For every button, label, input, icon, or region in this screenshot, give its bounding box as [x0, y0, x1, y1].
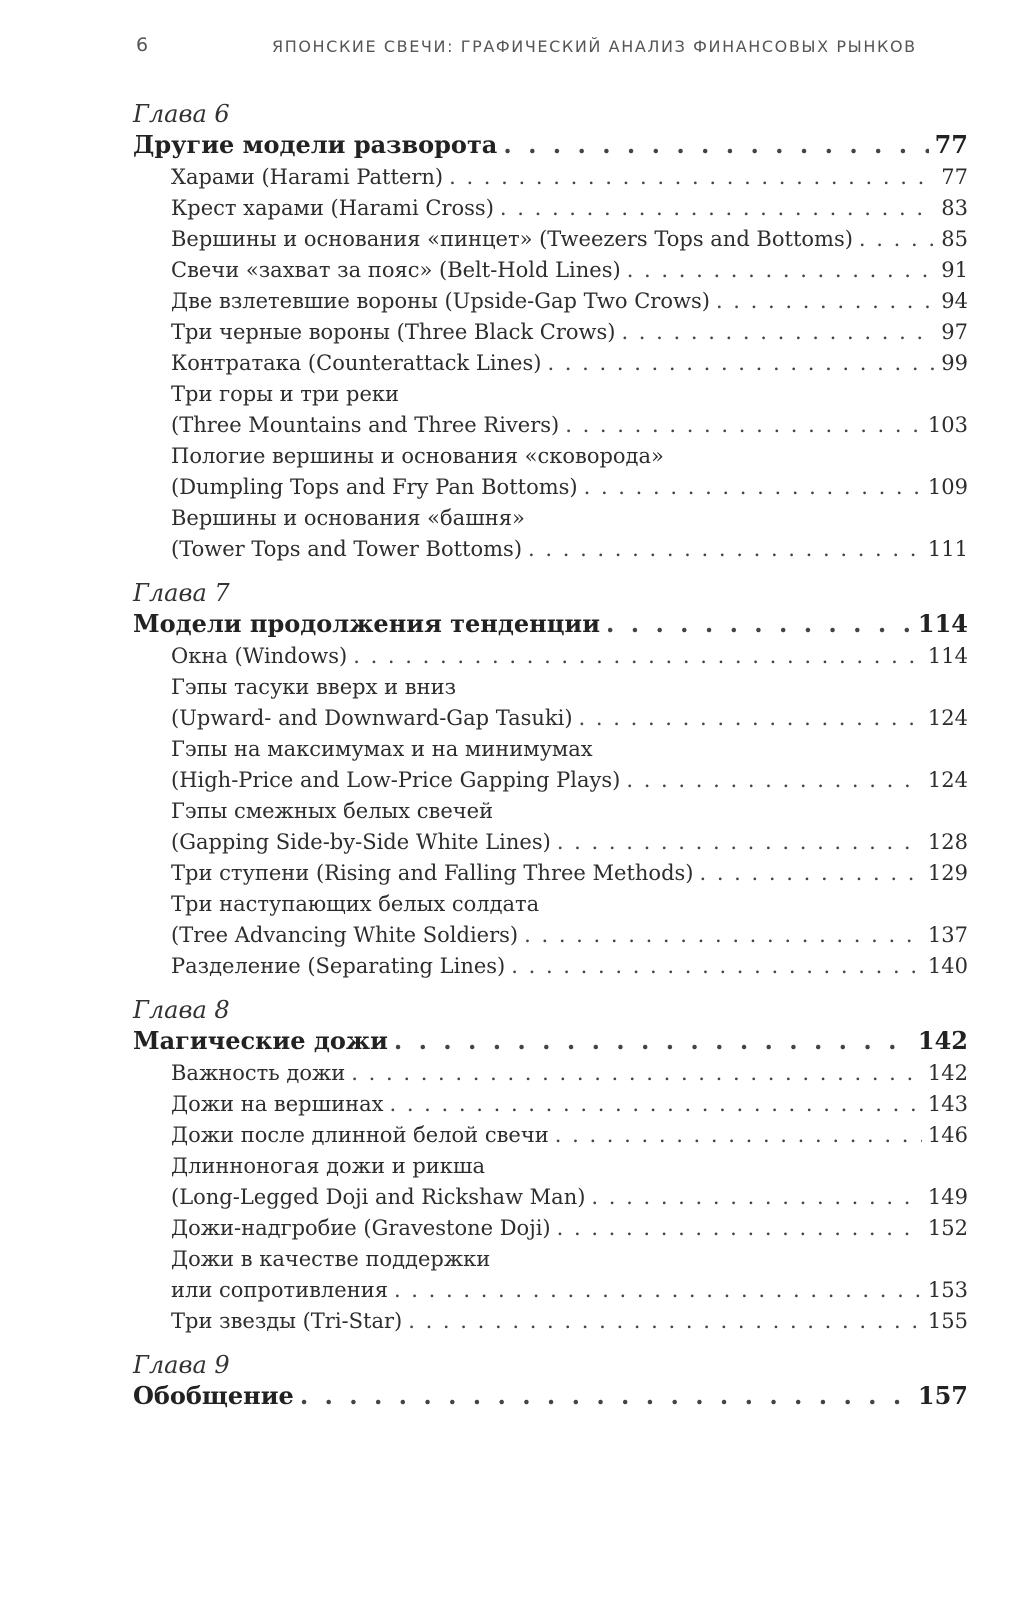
dot-leader [621, 317, 935, 348]
chapter-title: Магические дожи [133, 1026, 388, 1055]
dot-leader [859, 224, 935, 255]
toc-entry-text: Вершины и основания «пинцет» (Tweezers Tops and Bottoms) [171, 227, 853, 251]
toc-entry [133, 255, 968, 286]
toc-entry-line [133, 162, 968, 193]
dot-leader [555, 1120, 922, 1151]
toc-entry [133, 858, 968, 889]
toc-entry-line-wrap [133, 379, 968, 410]
toc-entry-line [133, 703, 968, 734]
toc-entry-page-number: 77 [941, 165, 968, 189]
dot-leader [511, 951, 922, 982]
toc-entry [133, 317, 968, 348]
toc-entry-line [133, 1058, 968, 1089]
chapter-section [133, 579, 968, 982]
toc-entry-line [133, 920, 968, 951]
dot-leader [528, 534, 922, 565]
chapter-title-line [133, 1379, 968, 1413]
toc-entry-line-wrap [133, 672, 968, 703]
dot-leader [449, 162, 935, 193]
chapter-title-line [133, 128, 968, 162]
toc-entry-line-wrap [133, 1151, 968, 1182]
toc-entry-text: Дожи после длинной белой свечи [171, 1123, 549, 1147]
toc-entry-text: (Tree Advancing White Soldiers) [171, 923, 519, 947]
toc-entry-line-wrap [133, 734, 968, 765]
toc-entry-line [133, 534, 968, 565]
toc-entry [133, 224, 968, 255]
toc-entry-line [133, 1120, 968, 1151]
toc-entry-line [133, 410, 968, 441]
chapter-section [133, 996, 968, 1337]
toc-entry-text: Гэпы смежных белых свечей [171, 799, 494, 823]
toc-entry-page-number: 146 [927, 1123, 968, 1147]
toc-entry-page-number: 91 [941, 258, 968, 282]
toc-entry [133, 1213, 968, 1244]
toc-entry [133, 641, 968, 672]
dot-leader [351, 1058, 922, 1089]
toc-entry [133, 889, 968, 951]
toc-entry-text: Дожи-надгробие (Gravestone Doji) [171, 1216, 551, 1240]
dot-leader [389, 1089, 921, 1120]
toc-entry [133, 162, 968, 193]
toc-entry-page-number: 153 [927, 1278, 968, 1302]
toc-entry-page-number: 83 [941, 196, 968, 220]
toc-entry-text: Контратака (Counterattack Lines) [171, 351, 542, 375]
toc-entry-text: или сопротивления [171, 1278, 388, 1302]
toc-entry-text: Дожи на вершинах [171, 1092, 384, 1116]
toc-entry-text: (High-Price and Low-Price Gapping Plays) [171, 768, 621, 792]
toc-entry-page-number: 129 [927, 861, 968, 885]
chapter-label: Глава 6 [133, 100, 230, 128]
toc-entry-line [133, 286, 968, 317]
toc-entry [133, 734, 968, 796]
toc-entry-line [133, 255, 968, 286]
running-title: ЯПОНСКИЕ СВЕЧИ: ГРАФИЧЕСКИЙ АНАЛИЗ ФИНАНСОВЫХ РЫНКОВ [272, 37, 917, 56]
dot-leader [300, 1379, 912, 1413]
chapter-section [133, 1351, 968, 1413]
dot-leader [503, 128, 928, 162]
toc-entry-line [133, 348, 968, 379]
toc-entry-line [133, 193, 968, 224]
toc-entry-text: Длинноногая дожи и рикша [171, 1154, 485, 1178]
toc-entry-line [133, 858, 968, 889]
toc-entry-line [133, 317, 968, 348]
toc-entry-line [133, 1213, 968, 1244]
toc-entry-page-number: 128 [927, 830, 968, 854]
toc-entry-page-number: 99 [941, 351, 968, 375]
chapter-title-line [133, 1024, 968, 1058]
dot-leader [557, 827, 922, 858]
toc-entry-text: Три наступающих белых солдата [171, 892, 540, 916]
toc-entry [133, 441, 968, 503]
toc-entry-page-number: 152 [927, 1216, 968, 1240]
toc-entry-page-number: 97 [941, 320, 968, 344]
dot-leader [500, 193, 935, 224]
toc-entry-page-number: 143 [927, 1092, 968, 1116]
chapter-section [133, 100, 968, 565]
toc-entry-page-number: 109 [927, 475, 968, 499]
chapter-label: Глава 7 [133, 579, 230, 607]
toc-entry-text: Три черные вороны (Three Black Crows) [171, 320, 616, 344]
toc-entry-page-number: 142 [927, 1061, 968, 1085]
toc-entry-page-number: 124 [927, 768, 968, 792]
toc-entry-text: Важность дожи [171, 1061, 346, 1085]
chapter-page-number: 142 [917, 1026, 968, 1055]
chapter-title: Модели продолжения тенденции [133, 609, 601, 638]
dot-leader [353, 641, 922, 672]
toc-entry-line [133, 1089, 968, 1120]
dot-leader [565, 410, 922, 441]
toc-entry-text: (Long-Legged Doji and Rickshaw Man) [171, 1185, 586, 1209]
toc-entry-line-wrap [133, 503, 968, 534]
dot-leader [394, 1275, 922, 1306]
chapter-page-number: 157 [917, 1381, 968, 1410]
chapter-label: Глава 8 [133, 996, 230, 1024]
dot-leader [716, 286, 935, 317]
toc-entry-page-number: 114 [927, 644, 968, 668]
page-number: 6 [136, 34, 149, 56]
toc-entry-line [133, 224, 968, 255]
toc-entry [133, 951, 968, 982]
toc-entry-text: Крест харами (Harami Cross) [171, 196, 494, 220]
toc-entry-text: Харами (Harami Pattern) [171, 165, 444, 189]
running-header [0, 34, 1030, 68]
toc-entry [133, 1151, 968, 1213]
toc-entry-page-number: 111 [927, 537, 968, 561]
toc-entry-text: Две взлетевшие вороны (Upside-Gap Two Crows) [171, 289, 710, 313]
toc-entry-line [133, 641, 968, 672]
toc-entry-text: (Tower Tops and Tower Bottoms) [171, 537, 523, 561]
toc-entry-text: (Gapping Side-by-Side White Lines) [171, 830, 551, 854]
toc-entry-page-number: 155 [927, 1309, 968, 1333]
chapter-title: Обобщение [133, 1381, 294, 1410]
toc-entry-page-number: 137 [927, 923, 968, 947]
dot-leader [591, 1182, 921, 1213]
toc-entry-line [133, 1306, 968, 1337]
dot-leader [699, 858, 921, 889]
toc-entry-line [133, 765, 968, 796]
dot-leader [394, 1024, 912, 1058]
toc-entry-line [133, 472, 968, 503]
table-of-contents [133, 100, 968, 1413]
toc-entry [133, 1306, 968, 1337]
dot-leader [547, 348, 935, 379]
toc-entry [133, 1120, 968, 1151]
toc-entry [133, 1089, 968, 1120]
toc-entry-text: Три ступени (Rising and Falling Three Methods) [171, 861, 694, 885]
toc-entry-line [133, 1182, 968, 1213]
toc-entry-page-number: 140 [927, 954, 968, 978]
chapter-title-line [133, 607, 968, 641]
dot-leader [606, 607, 912, 641]
toc-entry-text: Пологие вершины и основания «сковорода» [171, 444, 664, 468]
dot-leader [584, 472, 922, 503]
toc-entry-text: Разделение (Separating Lines) [171, 954, 506, 978]
toc-entry-page-number: 124 [927, 706, 968, 730]
toc-entry-line-wrap [133, 1244, 968, 1275]
toc-entry-text: (Dumpling Tops and Fry Pan Bottoms) [171, 475, 578, 499]
toc-entry [133, 348, 968, 379]
toc-entry-line [133, 827, 968, 858]
toc-entry-page-number: 85 [941, 227, 968, 251]
toc-entry-page-number: 149 [927, 1185, 968, 1209]
chapter-page-number: 114 [917, 609, 968, 638]
toc-entry-text: Гэпы тасуки вверх и вниз [171, 675, 457, 699]
toc-entry [133, 672, 968, 734]
toc-entry-text: Окна (Windows) [171, 644, 348, 668]
toc-entry-text: Три горы и три реки [171, 382, 399, 406]
toc-entry [133, 193, 968, 224]
toc-entry [133, 1244, 968, 1306]
dot-leader [408, 1306, 922, 1337]
toc-entry-line [133, 1275, 968, 1306]
toc-entry-text: Гэпы на максимумах и на минимумах [171, 737, 593, 761]
toc-entry-text: Дожи в качестве поддержки [171, 1247, 491, 1271]
chapter-label: Глава 9 [133, 1351, 230, 1379]
toc-entry-line-wrap [133, 441, 968, 472]
toc-entry-text: Свечи «захват за пояс» (Belt-Hold Lines) [171, 258, 621, 282]
toc-entry-line-wrap [133, 889, 968, 920]
toc-entry-text: (Upward- and Downward-Gap Tasuki) [171, 706, 573, 730]
dot-leader [627, 255, 936, 286]
toc-entry-line-wrap [133, 796, 968, 827]
chapter-title: Другие модели разворота [133, 130, 498, 159]
toc-entry [133, 379, 968, 441]
dot-leader [557, 1213, 922, 1244]
dot-leader [626, 765, 922, 796]
toc-entry [133, 503, 968, 565]
toc-entry-page-number: 103 [927, 413, 968, 437]
dot-leader [579, 703, 922, 734]
chapter-page-number: 77 [934, 130, 968, 159]
toc-entry-text: (Three Mountains and Three Rivers) [171, 413, 560, 437]
toc-entry [133, 286, 968, 317]
toc-entry [133, 796, 968, 858]
toc-entry-text: Три звезды (Tri-Star) [171, 1309, 403, 1333]
toc-entry-line [133, 951, 968, 982]
toc-entry [133, 1058, 968, 1089]
toc-entry-text: Вершины и основания «башня» [171, 506, 525, 530]
toc-entry-page-number: 94 [941, 289, 968, 313]
dot-leader [524, 920, 922, 951]
